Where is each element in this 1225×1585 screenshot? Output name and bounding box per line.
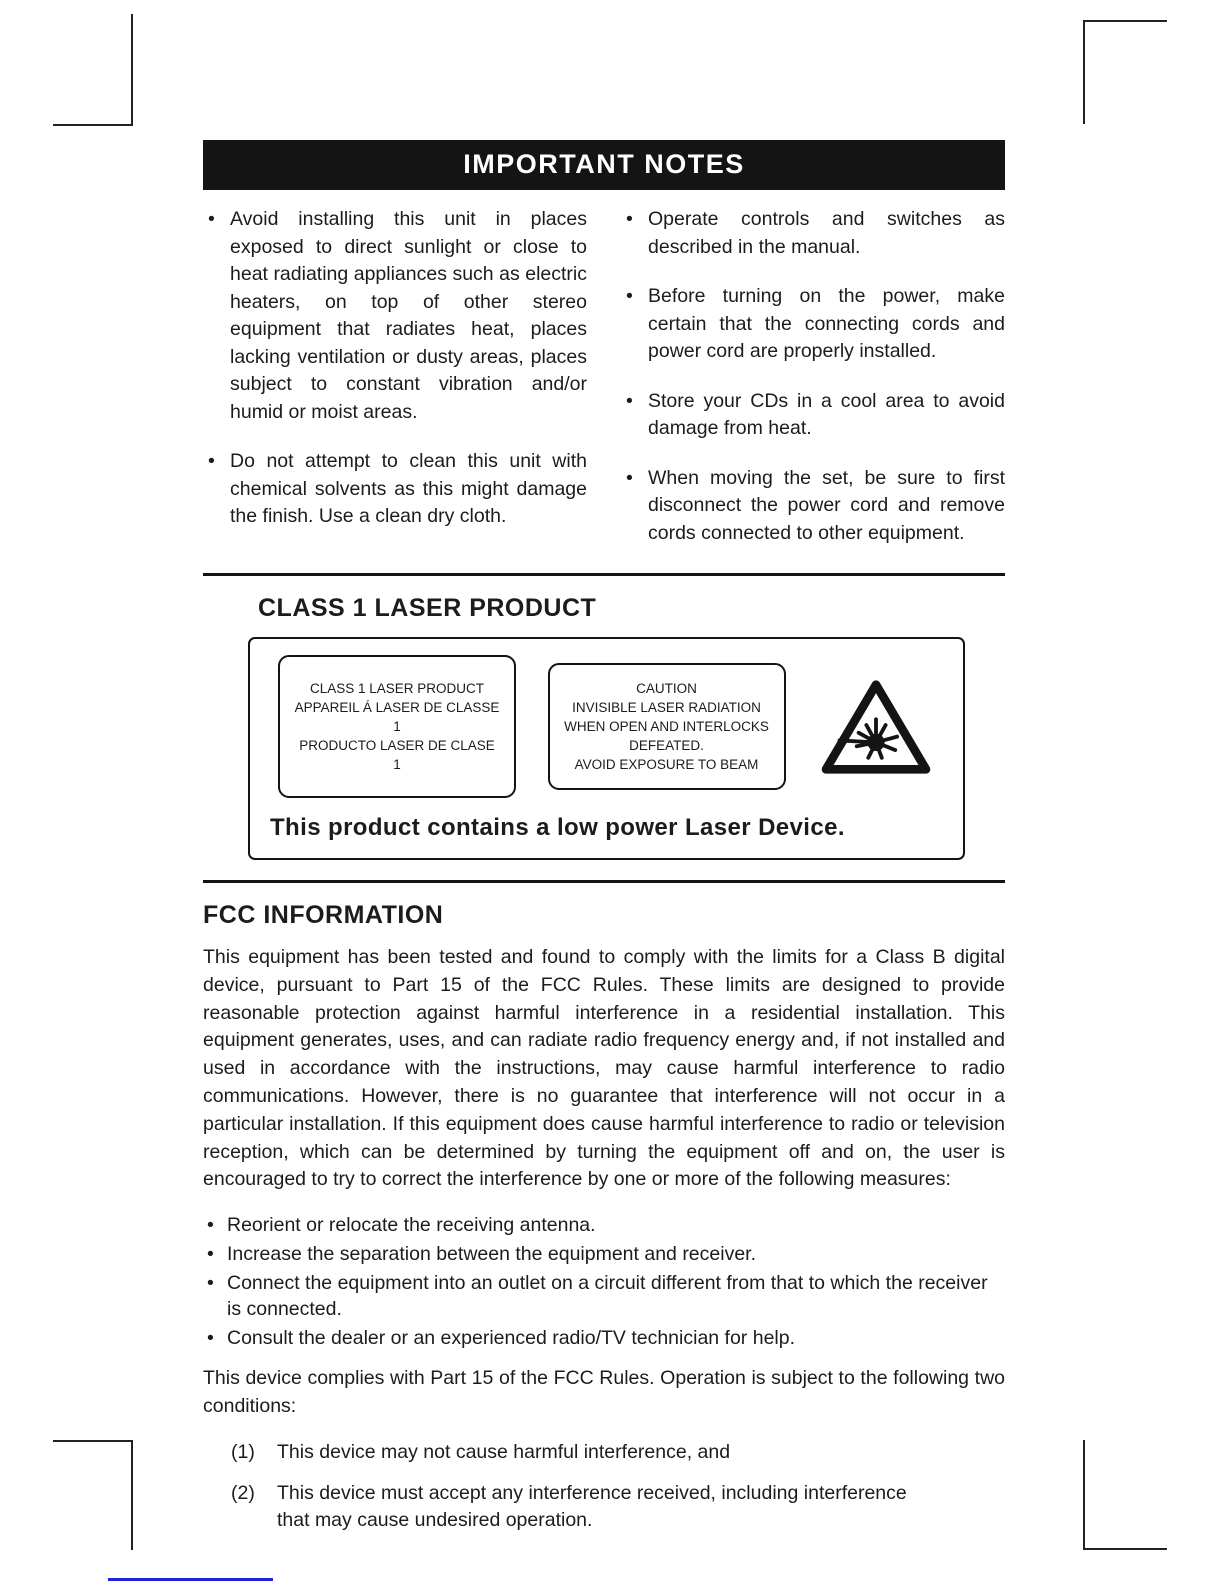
laser-labels-box bbox=[248, 637, 965, 860]
condition-text: This device must accept any interference received, including interference that may cause undesired operation. bbox=[277, 1481, 907, 1531]
laser-labels-row bbox=[266, 655, 947, 798]
laser-caption: This product contains a low power Laser Device. bbox=[270, 814, 845, 841]
fcc-paragraph: This equipment has been tested and found to comply with the limits for a Class B digital device, pursuant to Part 15 of the FCC Rules. These limits are designed to provide reasonable protection against harmful interference in a residential installation. This equipment generates, uses, and can radiate radio frequency energy and, if not installed and used in accordance with the instructions, may cause harmful interference to radio communications. However, there is no guarantee that interference will not occur in a particular installation. If this equipment does cause harmful interference to radio or television reception, which can be determined by turning the equipment off and on, the user is encouraged to try to correct the interference by one or more of the following measures: bbox=[203, 946, 1005, 1191]
fcc-section-heading: FCC INFORMATION bbox=[203, 901, 444, 929]
note-item: • Store your CDs in a cool area to avoid damage from heat. bbox=[621, 388, 1005, 443]
condition-number: (1) bbox=[231, 1440, 255, 1463]
note-item: • Do not attempt to clean this unit with chemical solvents as this might damage the finish. Use a clean dry cloth. bbox=[203, 448, 587, 531]
laser-section-heading: CLASS 1 LASER PRODUCT bbox=[258, 594, 597, 622]
note-item: • Before turning on the power, make certain that the connecting cords and power cord are properly installed. bbox=[621, 283, 1005, 366]
laser-caution-label-line: INVISIBLE LASER RADIATION bbox=[572, 700, 761, 715]
crop-mark-bottom-right bbox=[1083, 1440, 1167, 1550]
laser-warning-icon bbox=[817, 677, 935, 777]
fcc-bullet-item: • Reorient or relocate the receiving antenna. bbox=[203, 1212, 1005, 1238]
laser-caution-label-line: WHEN OPEN AND INTERLOCKS bbox=[564, 719, 769, 734]
note-item: • When moving the set, be sure to first disconnect the power cord and remove cords connected to other equipment. bbox=[621, 465, 1005, 548]
crop-mark-top-left bbox=[53, 14, 133, 126]
divider bbox=[203, 573, 1005, 576]
laser-caution-label bbox=[548, 663, 786, 790]
scan-artifact-blue-line bbox=[108, 1578, 273, 1581]
important-notes-columns bbox=[203, 206, 1005, 569]
fcc-bullet-item: • Increase the separation between the equipment and receiver. bbox=[203, 1241, 1005, 1267]
fcc-conditions-list bbox=[231, 1439, 1005, 1534]
laser-caution-label-line: DEFEATED. bbox=[629, 738, 704, 753]
manual-page bbox=[203, 140, 1005, 1548]
fcc-bullet-list bbox=[203, 1212, 1005, 1351]
note-item: • Operate controls and switches as described in the manual. bbox=[621, 206, 1005, 261]
laser-class-label-line: PRODUCTO LASER DE CLASE 1 bbox=[299, 738, 495, 772]
laser-class-label bbox=[278, 655, 516, 798]
laser-class-label-line: CLASS 1 LASER PRODUCT bbox=[309, 681, 485, 696]
condition-text: This device may not cause harmful interference, and bbox=[277, 1440, 731, 1463]
note-item: • Avoid installing this unit in places exposed to direct sunlight or close to heat radiating appliances such as electric heaters, on top of other stereo equipment that radiates heat, places lacking ventilation or dusty areas, places subject to constant vibration and/or humid or moist areas. bbox=[203, 206, 587, 426]
fcc-condition-item bbox=[231, 1439, 1005, 1466]
laser-class-label-line: APPAREIL Á LASER DE CLASSE 1 bbox=[294, 700, 500, 734]
fcc-condition-item bbox=[231, 1480, 1005, 1534]
section-header-important-notes: IMPORTANT NOTES bbox=[203, 140, 1005, 190]
condition-number: (2) bbox=[231, 1481, 255, 1504]
notes-column-left bbox=[203, 206, 587, 569]
divider bbox=[203, 880, 1005, 883]
fcc-bullet-item: • Connect the equipment into an outlet on a circuit different from that to which the receiver is connected. bbox=[203, 1270, 1005, 1322]
fcc-paragraph: This device complies with Part 15 of the FCC Rules. Operation is subject to the following two conditions: bbox=[203, 1367, 1005, 1417]
laser-caution-label-line: CAUTION bbox=[636, 681, 697, 696]
notes-column-right bbox=[621, 206, 1005, 569]
crop-mark-bottom-left bbox=[53, 1440, 133, 1550]
crop-mark-top-right bbox=[1083, 20, 1167, 124]
laser-caution-label-line: AVOID EXPOSURE TO BEAM bbox=[574, 757, 759, 772]
fcc-bullet-item: • Consult the dealer or an experienced radio/TV technician for help. bbox=[203, 1325, 1005, 1351]
